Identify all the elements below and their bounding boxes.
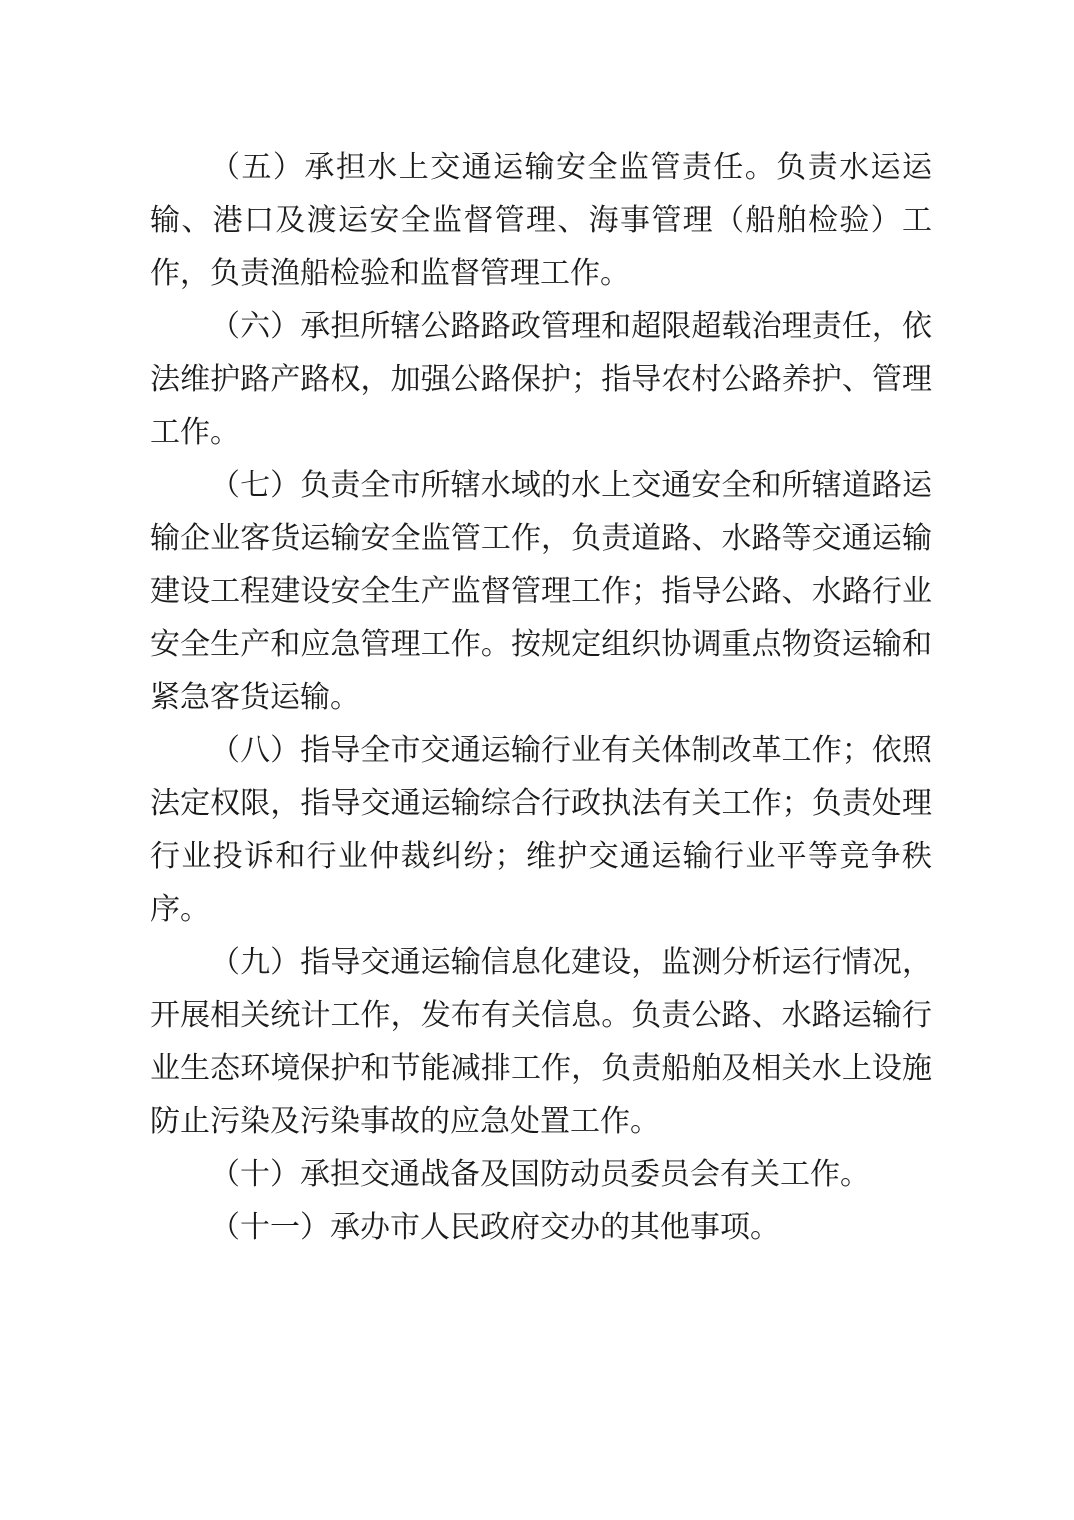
paragraph-clause-11: （十一）承办市人民政府交办的其他事项。 [210,1211,780,1244]
document-text-block [150,141,932,1254]
paragraph-clause-9: （九）指导交通运输信息化建设，监测分析运行情况，开展相关统计工作，发布有关信息。负责公路、水路运输行业生态环境保护和节能减排工作，负责船舶及相关水上设施防止污染及污染事故的应急处置工作。 [150,946,932,1138]
paragraph-clause-6: （六）承担所辖公路路政管理和超限超载治理责任，依法维护路产路权，加强公路保护；指导农村公路养护、管理工作。 [150,310,932,449]
paragraph-clause-7: （七）负责全市所辖水域的水上交通安全和所辖道路运输企业客货运输安全监管工作，负责道路、水路等交通运输建设工程建设安全生产监督管理工作；指导公路、水路行业安全生产和应急管理工作。按规定组织协调重点物资运输和紧急客货运输。 [150,469,932,714]
paragraph-clause-8: （八）指导全市交通运输行业有关体制改革工作；依照法定权限，指导交通运输综合行政执法有关工作；负责处理行业投诉和行业仲裁纠纷；维护交通运输行业平等竞争秩序。 [150,734,932,926]
paragraph-clause-10: （十）承担交通战备及国防动员委员会有关工作。 [210,1158,870,1191]
paragraph-clause-5: （五）承担水上交通运输安全监管责任。负责水运运输、港口及渡运安全监督管理、海事管理（船舶检验）工作，负责渔船检验和监督管理工作。 [150,151,932,290]
